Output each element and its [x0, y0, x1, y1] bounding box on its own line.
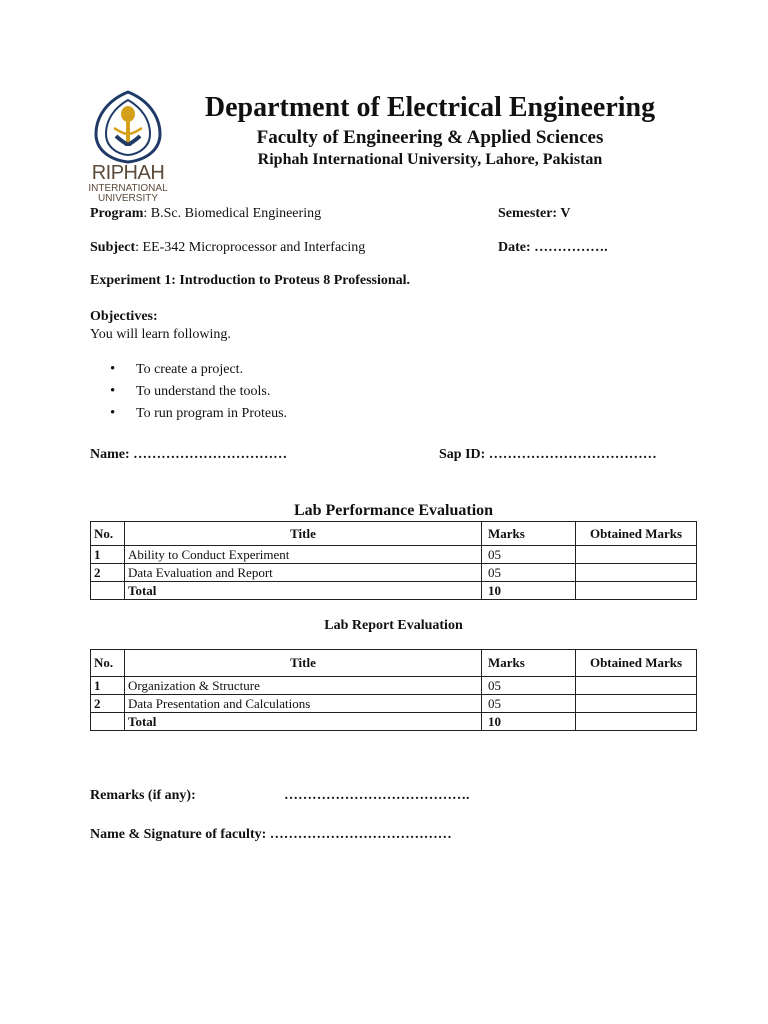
header-obtained: Obtained Marks [576, 650, 697, 677]
header-title: Title [125, 522, 482, 546]
program-label: Program [90, 206, 144, 221]
experiment-title: Experiment 1: Introduction to Proteus 8 Professional. [90, 273, 411, 288]
objectives-intro: You will learn following. [90, 327, 231, 342]
table-row [91, 546, 697, 564]
header-no: No. [91, 522, 125, 546]
row-no: 1 [91, 677, 125, 695]
total-label: Total [125, 713, 482, 731]
table-total-row [91, 582, 697, 600]
total-marks: 10 [482, 582, 576, 600]
row-marks: 05 [482, 677, 576, 695]
row-obtained-cell[interactable] [576, 564, 697, 582]
program-value: : B.Sc. Biomedical Engineering [143, 206, 322, 221]
date-field: Date: ……………. [498, 240, 608, 255]
logo-subtitle-2: UNIVERSITY [97, 193, 158, 204]
header-marks: Marks [482, 650, 576, 677]
row-obtained-cell[interactable] [576, 546, 697, 564]
header-obtained: Obtained Marks [576, 522, 697, 546]
objective-item: • To understand the tools. [110, 384, 287, 406]
row-title: Ability to Conduct Experiment [125, 546, 482, 564]
subject-line [90, 240, 365, 256]
header-title: Title [125, 650, 482, 677]
row-no: 2 [91, 564, 125, 582]
faculty-title: Faculty of Engineering & Applied Sciences [256, 127, 604, 148]
table-row [91, 564, 697, 582]
table-header-row [91, 522, 697, 546]
row-title: Data Evaluation and Report [125, 564, 482, 582]
sap-id-field: Sap ID: ……………………………… [439, 447, 657, 462]
lab-performance-table [90, 521, 697, 600]
objectives-list [110, 362, 287, 428]
row-obtained-cell[interactable] [576, 695, 697, 713]
crest-icon [88, 90, 168, 164]
row-marks: 05 [482, 564, 576, 582]
header-marks: Marks [482, 522, 576, 546]
table-row [91, 695, 697, 713]
row-title: Organization & Structure [125, 677, 482, 695]
name-field: Name: …………………………… [90, 447, 288, 462]
table-header-row [91, 650, 697, 677]
row-marks: 05 [482, 546, 576, 564]
total-obtained-cell[interactable] [576, 713, 697, 731]
total-obtained-cell[interactable] [576, 582, 697, 600]
row-no: 2 [91, 695, 125, 713]
total-empty-cell [91, 713, 125, 731]
logo-name: RIPHAH [91, 162, 165, 184]
row-title: Data Presentation and Calculations [125, 695, 482, 713]
department-title: Department of Electrical Engineering [204, 92, 656, 123]
remarks-label: Remarks (if any): [90, 788, 196, 803]
semester: Semester: V [498, 206, 571, 221]
remarks-field: …………………………………. [284, 788, 470, 803]
program-line [90, 206, 321, 222]
lab-report-title: Lab Report Evaluation [324, 618, 463, 633]
lab-report-table [90, 649, 697, 731]
objective-item: • To run program in Proteus. [110, 406, 287, 428]
faculty-signature-field: Name & Signature of faculty: ………………………………… [90, 827, 452, 842]
table-total-row [91, 713, 697, 731]
objective-item: • To create a project. [110, 362, 287, 384]
objectives-heading: Objectives: [90, 309, 158, 324]
subject-label: Subject [90, 240, 136, 255]
logo-subtitle-1: INTERNATIONAL [88, 183, 168, 194]
lab-performance-title: Lab Performance Evaluation [293, 502, 494, 519]
row-marks: 05 [482, 695, 576, 713]
university-title: Riphah International University, Lahore, Pakistan [257, 151, 603, 168]
header-no: No. [91, 650, 125, 677]
row-no: 1 [91, 546, 125, 564]
total-empty-cell [91, 582, 125, 600]
table-row [91, 677, 697, 695]
university-logo [80, 90, 176, 208]
total-label: Total [125, 582, 482, 600]
total-marks: 10 [482, 713, 576, 731]
subject-value: : EE-342 Microprocessor and Interfacing [135, 240, 366, 255]
row-obtained-cell[interactable] [576, 677, 697, 695]
